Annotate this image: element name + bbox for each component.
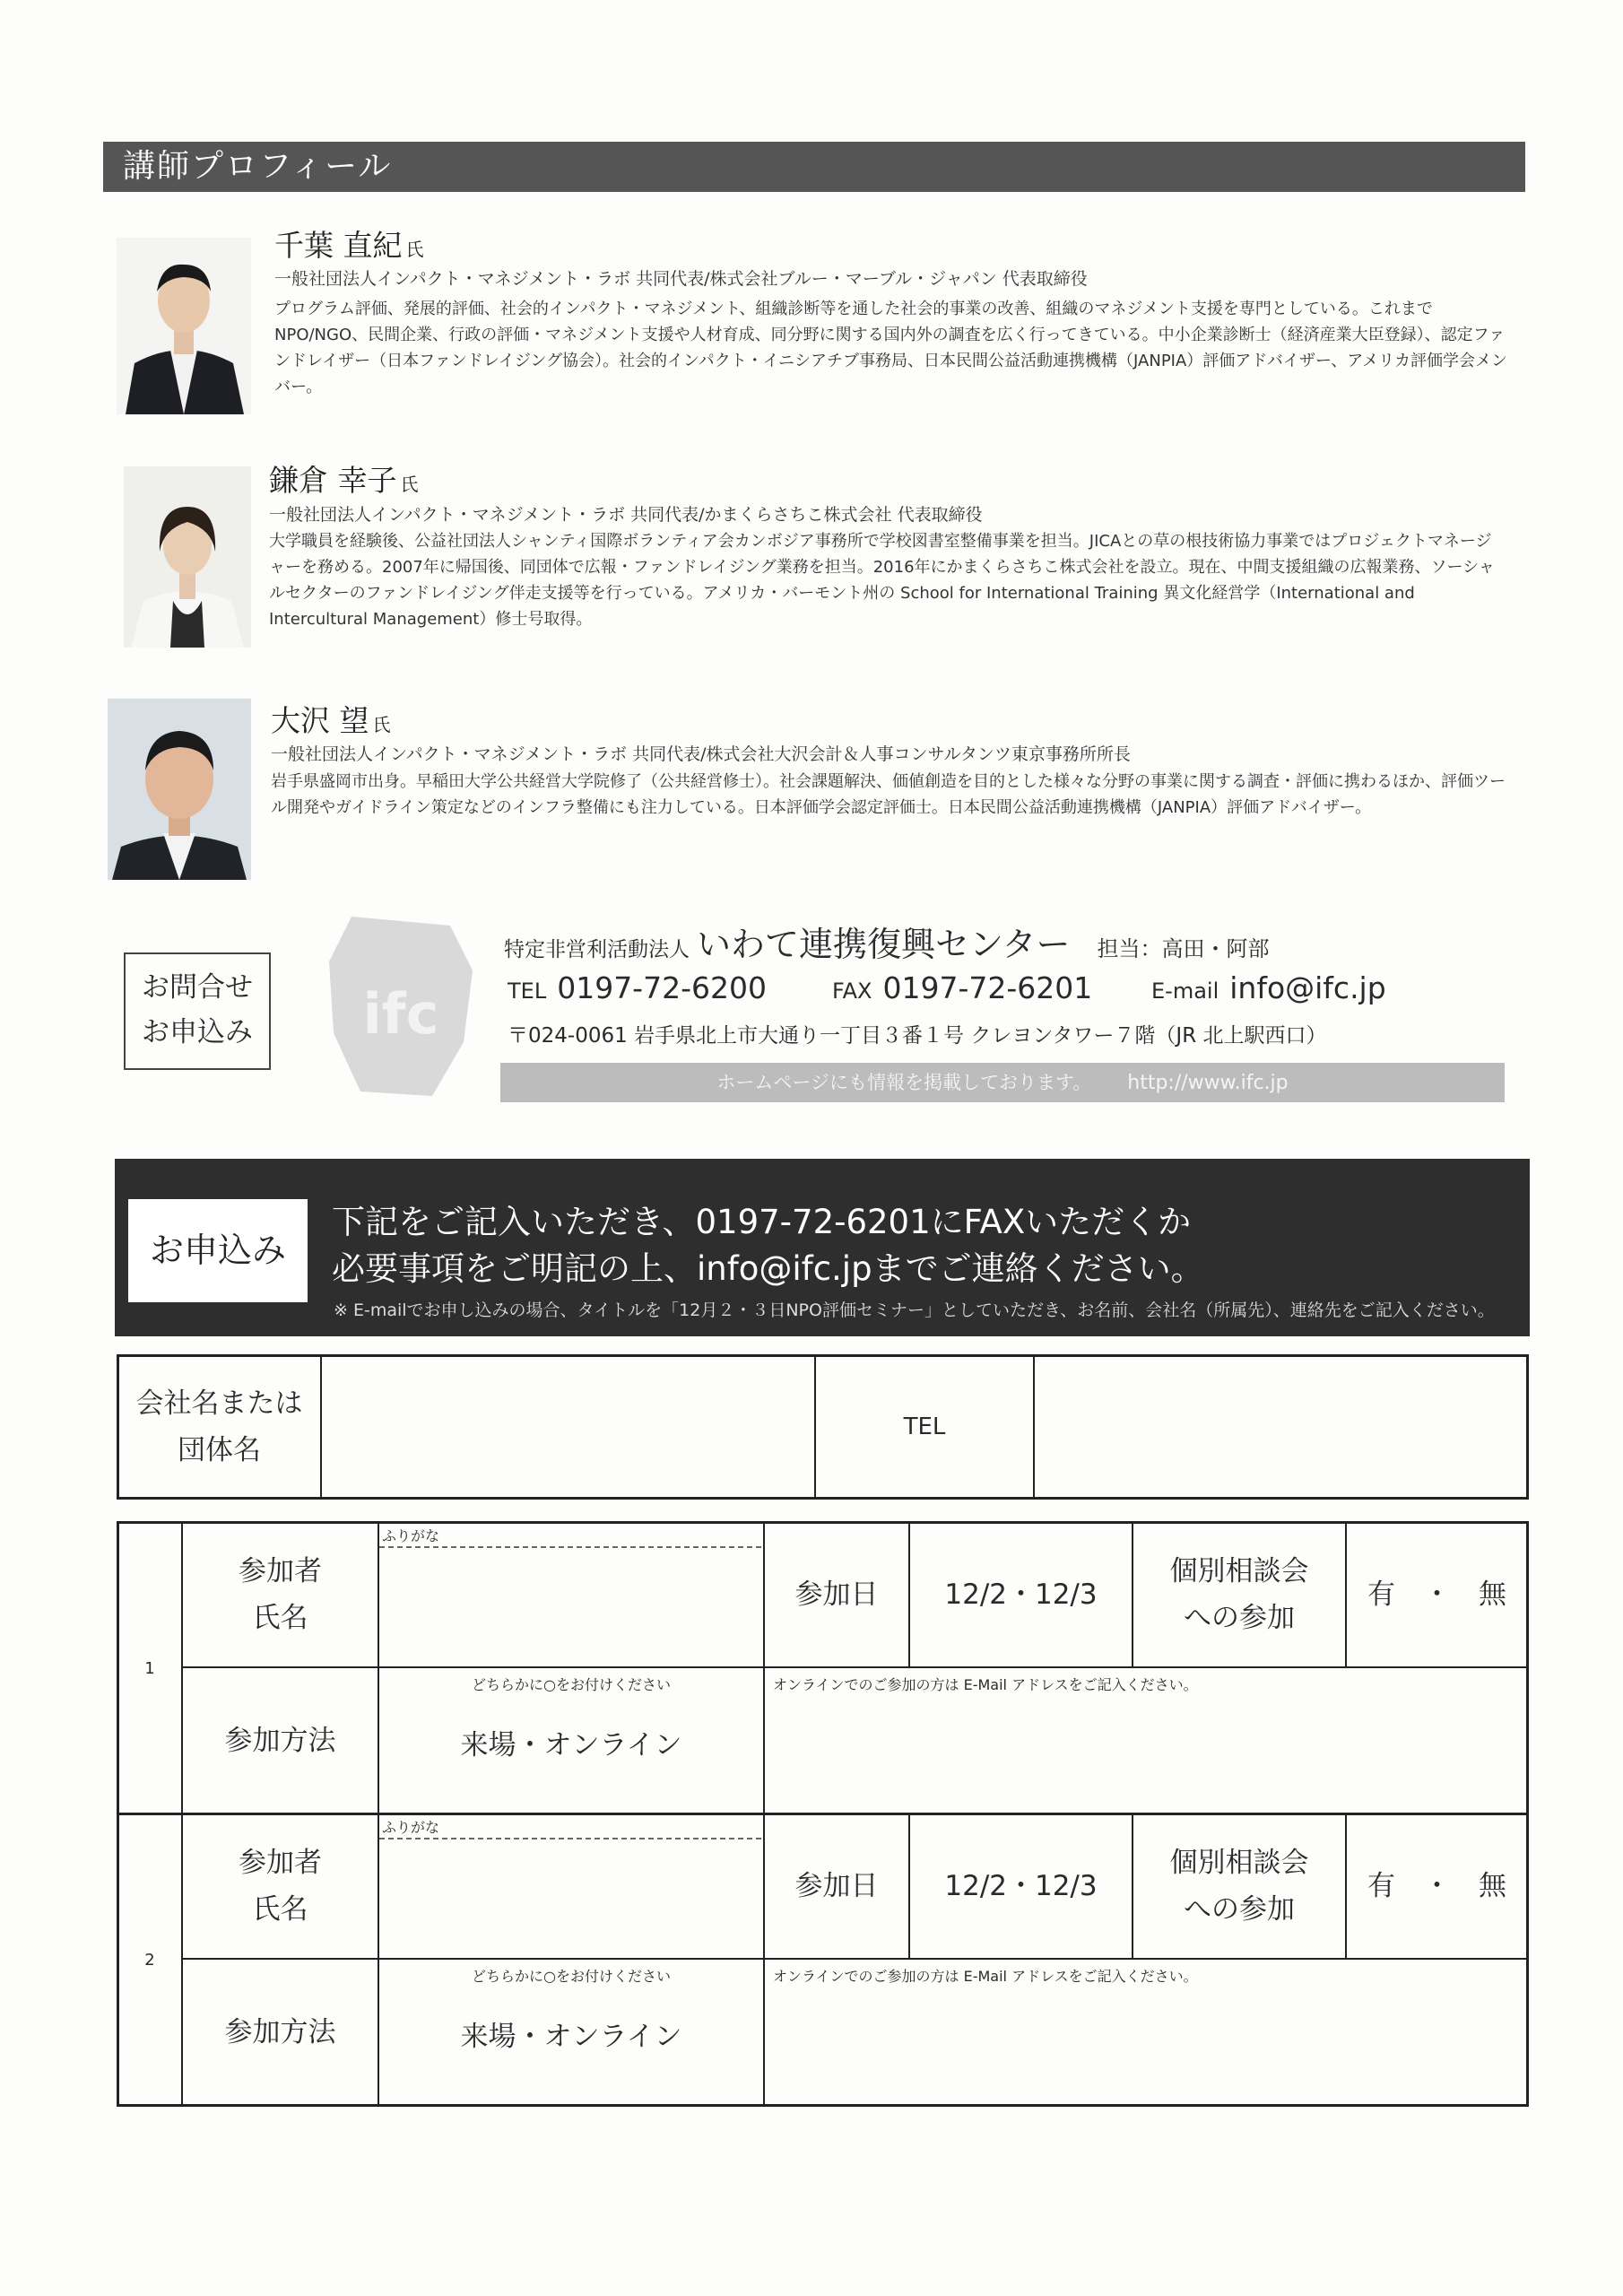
ifc-logo — [325, 908, 477, 1105]
org-prefix: 特定非営利活動法人 — [504, 938, 690, 961]
company-name-label: 会社名または 団体名 — [135, 1387, 303, 1466]
consultation-label: 個別相談会 への参加 — [1169, 1847, 1309, 1926]
tel-row: TEL 0197-72-6200 — [508, 970, 767, 1005]
company-tel-label: TEL — [903, 1413, 946, 1440]
attend-method-label: 参加方法 — [224, 1725, 336, 1757]
org-name — [504, 917, 1269, 966]
attend-method-hint: どちらかに○をお付けください — [472, 1676, 671, 1693]
profile-title: 一般社団法人インパクト・マネジメント・ラボ 共同代表/株式会社大沢会計＆人事コンサルタンツ東京事務所所長 — [271, 744, 1131, 764]
homepage-bar — [500, 1063, 1505, 1102]
fax-row: FAX 0197-72-6201 — [832, 970, 1093, 1005]
homepage-note: ホームページにも情報を掲載しております。 — [716, 1072, 1092, 1093]
profile-name: 千葉 直紀 氏 — [274, 228, 424, 263]
apply-instruction-1: 下記をご記入いただき、0197-72-6201にFAXいただくか — [332, 1203, 1192, 1241]
apply-label: お申込み — [128, 1199, 308, 1302]
online-email-note: オンラインでのご参加の方は E-Mail アドレスをご記入ください。 — [773, 1968, 1198, 1985]
profile-title: 一般社団法人インパクト・マネジメント・ラボ 共同代表/株式会社ブルー・マーブル・ジャパン 代表取締役 — [274, 269, 1088, 289]
attend-date-label: 参加日 — [794, 1578, 879, 1611]
attend-date-label: 参加日 — [794, 1870, 879, 1902]
participant-name-label: 参加者 氏名 — [239, 1847, 322, 1926]
profile-bio: 岩手県盛岡市出身。早稲田大学公共経営大学院修了（公共経営修士）。社会課題解決、価値創造を目的とした様々な分野の事業に関する調査・評価に携わるほか、評価ツール開発やガイドライン策定などのインフラ整備にも注力している。日本評価学会認定評価士。日本民間公益活動連携機構（JANPIA）評価アドバイザー。 — [271, 772, 1506, 817]
company-name-field[interactable] — [322, 1356, 814, 1498]
consultation-yes-no[interactable]: 有 ・ 無 — [1367, 1578, 1506, 1611]
attend-date-options[interactable]: 12/2・12/3 — [944, 1578, 1098, 1611]
participant-name-label: 参加者 氏名 — [239, 1555, 322, 1634]
participant-name-field[interactable] — [379, 1548, 763, 1666]
homepage-url[interactable]: http://www.ifc.jp — [1127, 1072, 1289, 1094]
contact-box — [124, 952, 271, 1070]
profile-title: 一般社団法人インパクト・マネジメント・ラボ 共同代表/かまくらさちこ株式会社 代表取締役 — [269, 505, 983, 525]
profile-name: 大沢 望 氏 — [271, 703, 391, 738]
svg-text:ifc: ifc — [362, 981, 439, 1047]
apply-note: ※ E-mailでお申し込みの場合、タイトルを「12月２・３日NPO評価セミナー」としていただき、お名前、会社名（所属先）、連絡先をご記入ください。 — [334, 1300, 1495, 1320]
company-tel-field[interactable] — [1035, 1356, 1527, 1498]
staff-names: 担当：高田・阿部 — [1097, 936, 1270, 961]
contact-box-line2: お申込み — [142, 1016, 253, 1048]
profile-photo-kamakura — [124, 466, 251, 648]
profile-name: 鎌倉 幸子 氏 — [269, 463, 419, 498]
participant-name-field[interactable] — [379, 1839, 763, 1958]
profile-bio: プログラム評価、発展的評価、社会的インパクト・マネジメント、組織診断等を通した社会的事業の改善、組織のマネジメント支援を専門としている。これまでNPO/NGO、民間企業、行政の評価・マネジメント支援や人材育成、同分野に関する国内外の調査を広く行ってきている。中小企業診断士（経済産業大臣登録）、認定ファンドレイザー（日本ファンドレイジング協会）。社会的インパクト・イニシアチブ事務局、日本民間公益活動連携機構（JANPIA）評価アドバイザー、アメリカ評価学会メンバー。 — [274, 300, 1507, 396]
email-row: E-mail info@ifc.jp — [1151, 970, 1386, 1005]
attend-method-hint: どちらかに○をお付けください — [472, 1968, 671, 1985]
address: 〒024-0061 岩手県北上市大通り一丁目３番１号 クレヨンタワー７階（JR 北上駅西口） — [508, 1024, 1327, 1048]
org-name-main: いわて連携復興センター — [697, 925, 1071, 964]
section-title: 講師プロフィール — [103, 142, 1525, 192]
participant-number: 2 — [144, 1950, 155, 1970]
attend-method-options[interactable]: 来場・オンライン — [460, 1729, 682, 1761]
attend-method-options[interactable]: 来場・オンライン — [460, 2021, 682, 2053]
profile-bio: 大学職員を経験後、公益社団法人シャンティ国際ボランティア会カンボジア事務所で学校図書室整備事業を担当。JICAとの草の根技術協力事業ではプロジェクトマネージャーを務める。2007年に帰国後、同団体で広報・ファンドレイジング業務を担当。2016年にかまくらさちこ株式会社を設立。現在、中間支援組織の広報業務、ソーシャルセクターのファンドレイジング伴走支援等を行っている。アメリカ・バーモント州の School for International Training 異文化経営学（International and Intercultural Management）修士号取得。 — [269, 532, 1495, 629]
contact-box-line1: お問合せ — [142, 971, 253, 1004]
attend-method-label: 参加方法 — [224, 2016, 336, 2048]
attend-date-options[interactable]: 12/2・12/3 — [944, 1870, 1098, 1902]
profile-photo-osawa — [108, 699, 251, 880]
online-email-field[interactable] — [765, 1697, 1527, 1813]
online-email-field[interactable] — [765, 1988, 1527, 2105]
furigana-label: ふりがな — [382, 1527, 440, 1544]
consultation-yes-no[interactable]: 有 ・ 無 — [1367, 1870, 1506, 1902]
profile-photo-chiba — [117, 238, 251, 414]
consultation-label: 個別相談会 への参加 — [1169, 1555, 1309, 1634]
apply-instruction-2: 必要事項をご明記の上、info@ifc.jpまでご連絡ください。 — [332, 1249, 1204, 1288]
furigana-label: ふりがな — [382, 1819, 440, 1836]
participant-number: 1 — [144, 1658, 155, 1678]
online-email-note: オンラインでのご参加の方は E-Mail アドレスをご記入ください。 — [773, 1676, 1198, 1693]
